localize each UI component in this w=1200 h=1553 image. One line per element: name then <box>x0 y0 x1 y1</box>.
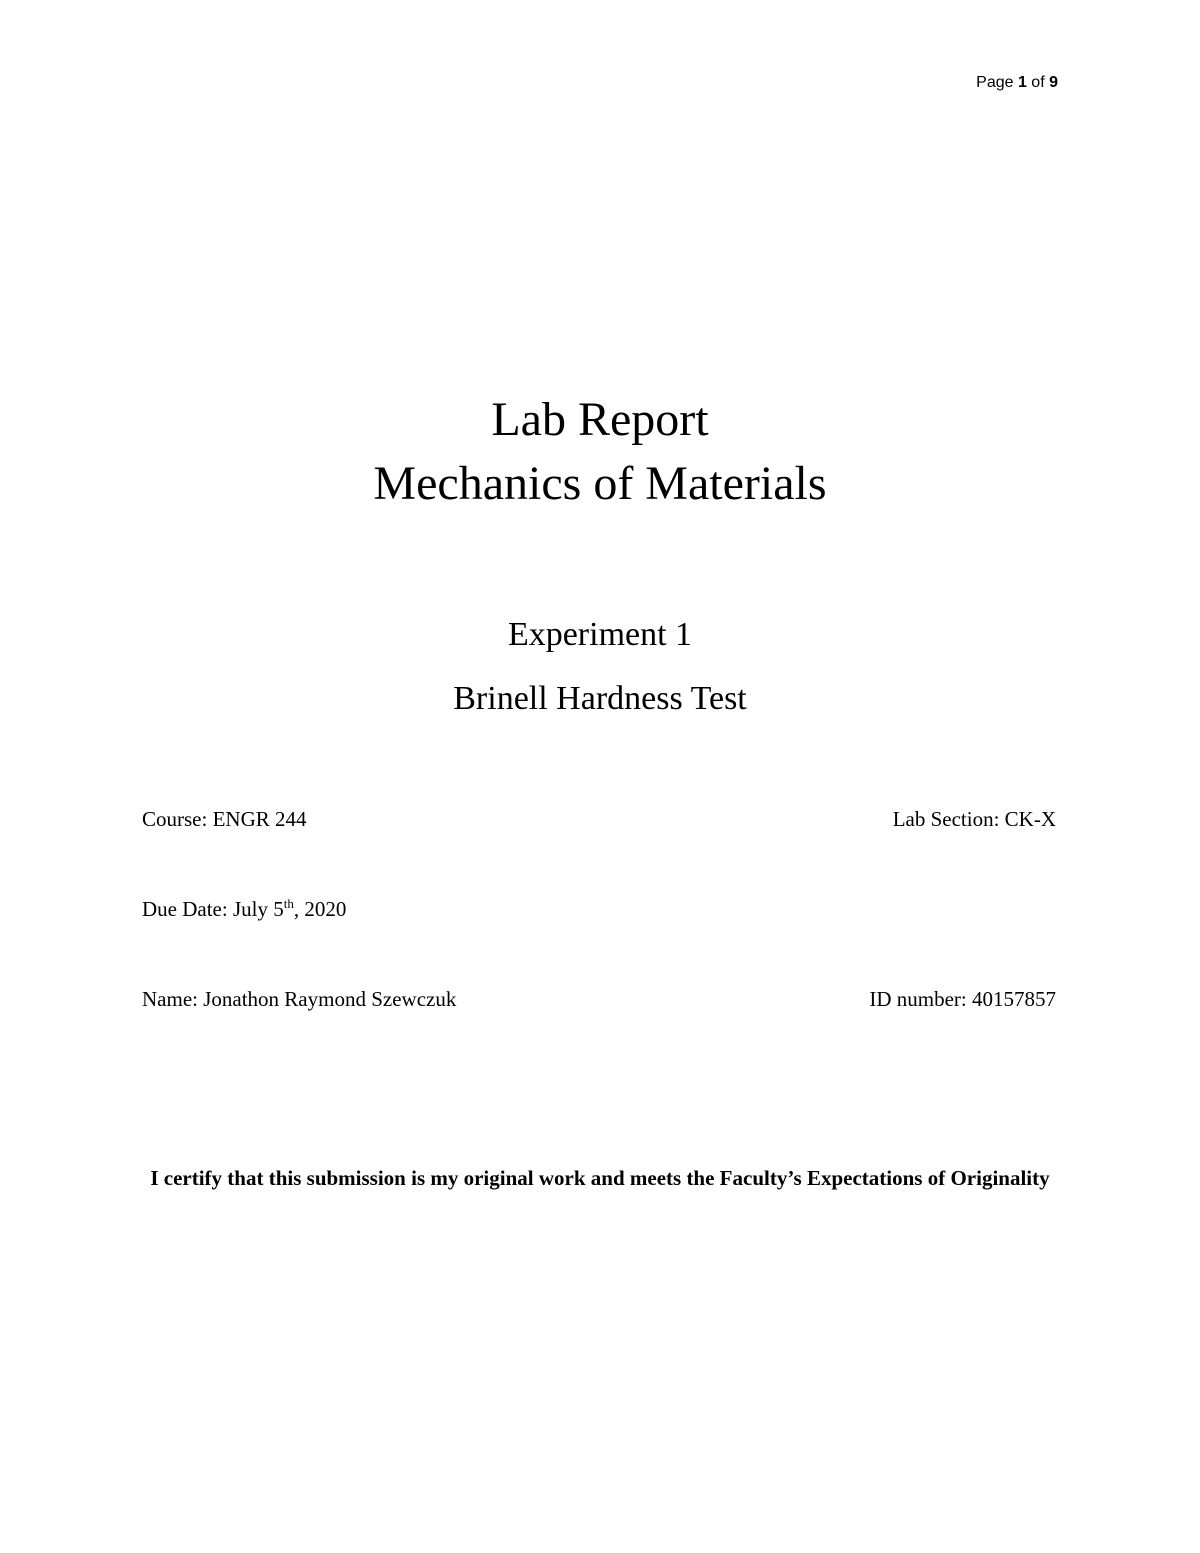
course-row <box>142 806 1056 832</box>
student-name: Name: Jonathon Raymond Szewczuk <box>142 987 457 1011</box>
page-number <box>976 74 1058 92</box>
course-label: Course: ENGR 244 <box>142 807 307 831</box>
name-row <box>142 986 1056 1012</box>
due-date <box>142 896 346 922</box>
experiment-heading <box>0 614 1200 720</box>
due-date-prefix: Due Date: July 5 <box>142 897 284 921</box>
due-date-ordinal: th <box>283 896 294 911</box>
page-total: 9 <box>1049 74 1058 91</box>
page-prefix: Page <box>976 74 1018 91</box>
id-number: ID number: 40157857 <box>869 987 1056 1011</box>
title-line-1: Lab Report <box>491 393 709 446</box>
title-line-2: Mechanics of Materials <box>373 457 827 510</box>
page-current: 1 <box>1017 74 1027 91</box>
due-date-row <box>142 896 1056 922</box>
due-date-suffix: , 2020 <box>293 897 347 921</box>
certification-statement: I certify that this submission is my original work and meets the Faculty’s Expectations of Originality <box>150 1166 1050 1190</box>
report-title <box>0 388 1200 516</box>
lab-section-label: Lab Section: CK-X <box>892 807 1056 831</box>
page-of: of <box>1026 74 1050 91</box>
experiment-name: Brinell Hardness Test <box>453 680 747 717</box>
experiment-number: Experiment 1 <box>507 616 693 653</box>
